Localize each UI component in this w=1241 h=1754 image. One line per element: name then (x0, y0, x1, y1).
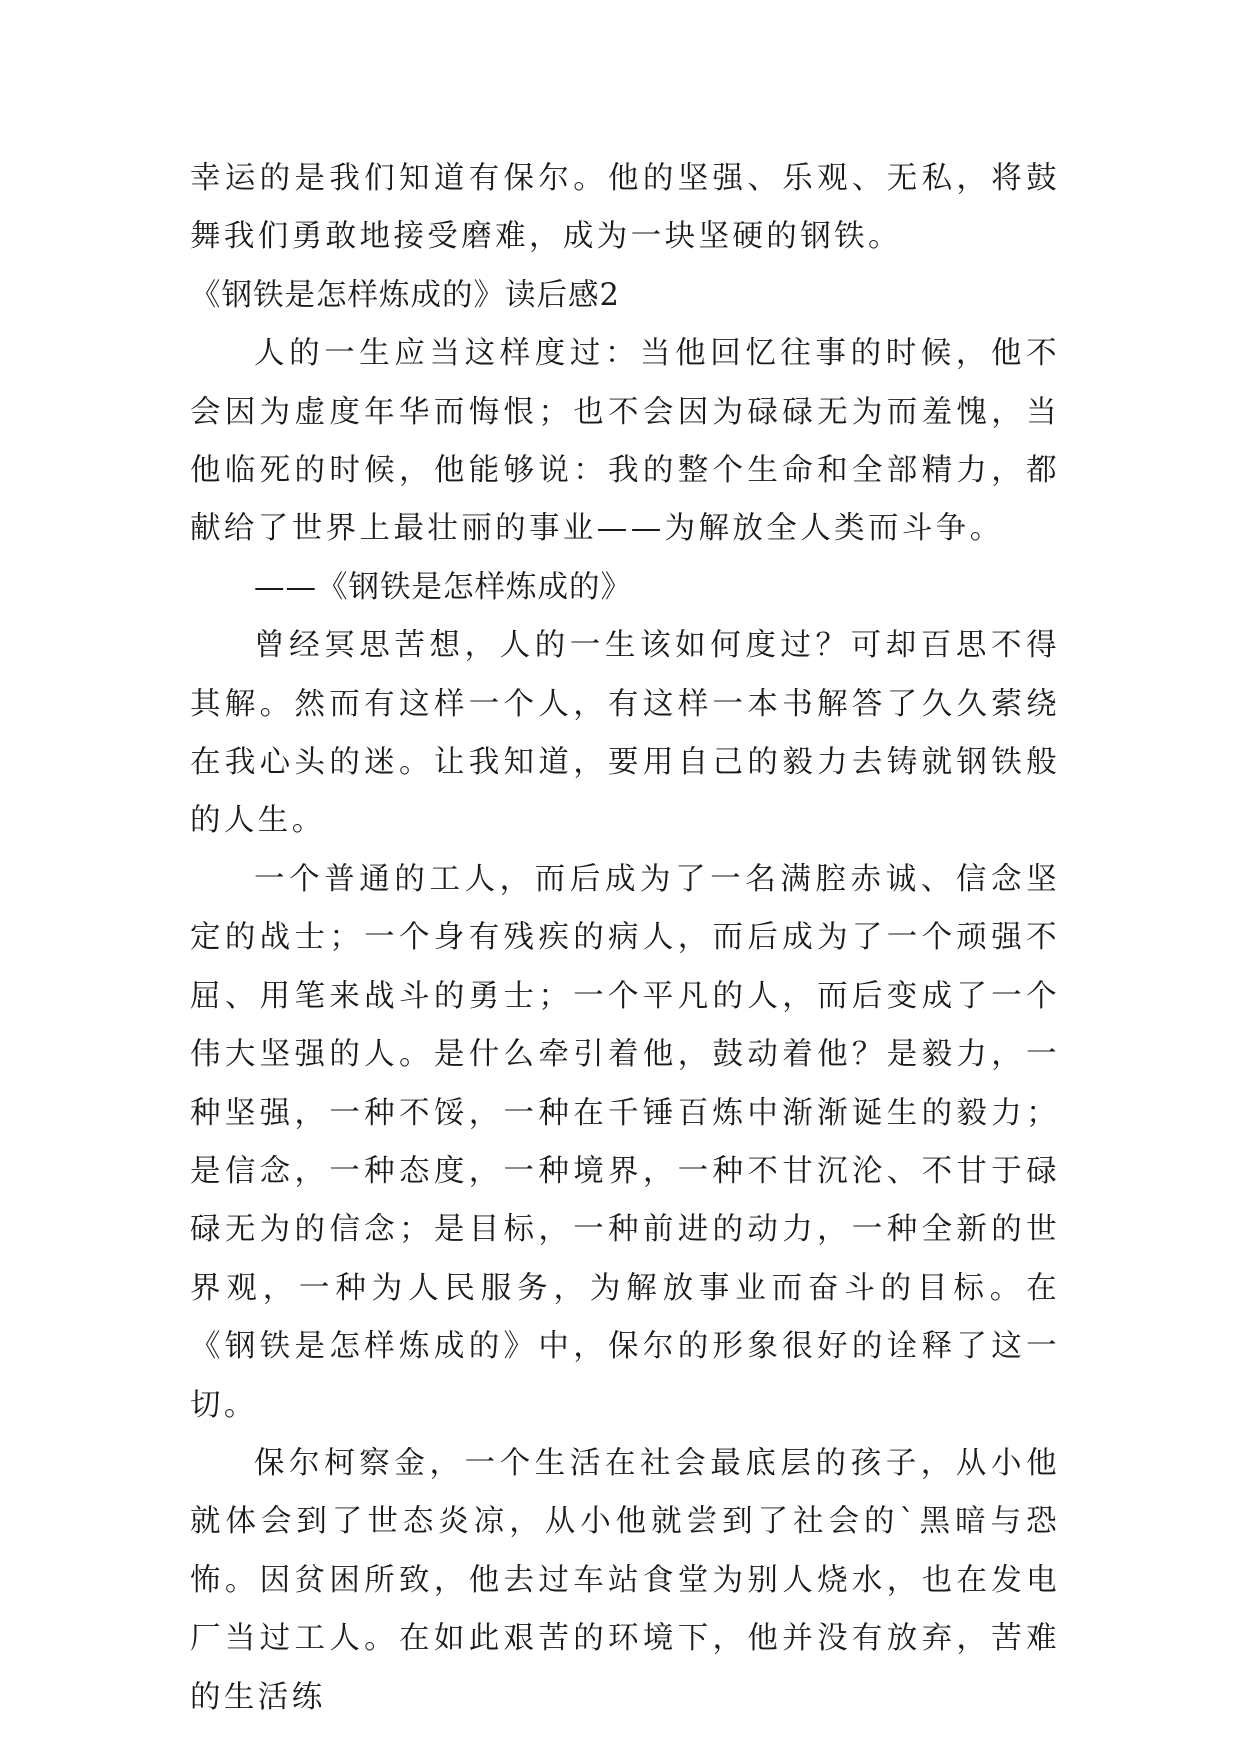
body-paragraph-3: 保尔柯察金，一个生活在社会最底层的孩子，从小他就体会到了世态炎凉，从小他就尝到了社会的`黑暗与恐怖。因贫困所致，他去过车站食堂为别人烧水，也在发电厂当过工人。在如此艰苦的环境下，他并没有放弃，苦难的生活练 (190, 1445, 1060, 1715)
body-paragraph-1: 曾经冥思苦想，人的一生该如何度过？可却百思不得其解。然而有这样一个人，有这样一本书解答了久久萦绕在我心头的迷。让我知道，要用自己的毅力去铸就钢铁般的人生。 (190, 628, 1060, 839)
quote-source: ——《钢铁是怎样炼成的》 (254, 569, 632, 605)
document-page (190, 150, 1060, 1727)
continuation-paragraph: 幸运的是我们知道有保尔。他的坚强、乐观、无私，将鼓舞我们勇敢地接受磨难，成为一块坚硬的钢铁。 (190, 161, 1060, 255)
quote-paragraph: 人的一生应当这样度过：当他回忆往事的时候，他不会因为虚度年华而悔恨；也不会因为碌碌无为而羞愧，当他临死的时候，他能够说：我的整个生命和全部精力，都献给了世界上最壮丽的事业——为解放全人类而斗争。 (190, 336, 1060, 547)
essay-heading: 《钢铁是怎样炼成的》读后感2 (190, 277, 620, 313)
body-paragraph-2: 一个普通的工人，而后成为了一名满腔赤诚、信念坚定的战士；一个身有残疾的病人，而后成为了一个顽强不屈、用笔来战斗的勇士；一个平凡的人，而后变成了一个伟大坚强的人。是什么牵引着他，鼓动着他？是毅力，一种坚强，一种不馁，一种在千锤百炼中渐渐诞生的毅力；是信念，一种态度，一种境界，一种不甘沉沦、不甘于碌碌无为的信念；是目标，一种前进的动力，一种全新的世界观，一种为人民服务，为解放事业而奋斗的目标。在《钢铁是怎样炼成的》中，保尔的形象很好的诠释了这一切。 (190, 861, 1060, 1423)
